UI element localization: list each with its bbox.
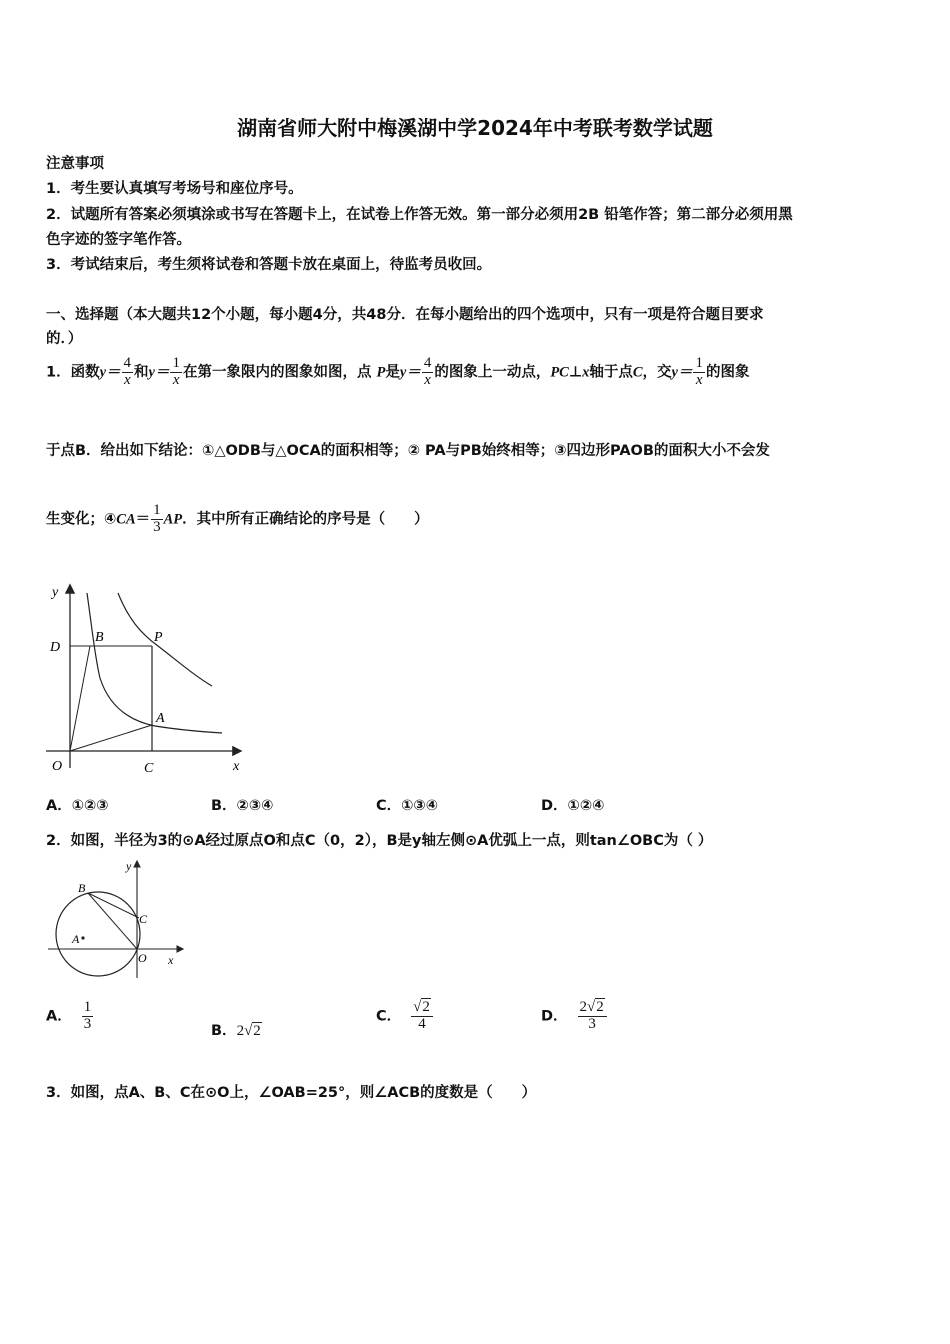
curve-4-over-x <box>118 593 212 686</box>
notice-heading: 注意事项 <box>46 156 104 172</box>
label-A: A <box>72 932 80 946</box>
curve-1-over-x <box>87 593 222 733</box>
q2-text: 2．如图，半径为3的⊙A经过原点O和点C（0，2），B是y轴左侧⊙A优弧上一点，则tan∠OBC为（ ） <box>46 833 713 849</box>
q1-line1: 1．函数y＝ $\frac{4}{x}$ 和y＝ $\frac{1}{x}$ 在第一象限内的图象如图，点 P是y＝ $\frac{4}{x}$ 的图象上一动点，PC⊥x轴于点C，交y＝ $\frac{1}{x}$ 的图象 <box>46 355 750 388</box>
label-y: y <box>52 585 59 600</box>
label-B: B <box>95 630 104 645</box>
label-y: y <box>126 859 132 873</box>
segment-OA <box>70 725 152 751</box>
label-x: x <box>168 953 174 967</box>
q1-option-c: C．①③④ <box>376 798 438 814</box>
label-O: O <box>52 759 63 774</box>
section-heading-cont: 的．） <box>46 331 83 347</box>
label-D: D <box>50 640 61 655</box>
fraction-1-over-3: $\frac{1}{3}$ <box>153 502 161 535</box>
label-O: O <box>138 951 147 965</box>
q2-option-d: D． $\frac{2√2}{3}$ <box>541 1000 608 1033</box>
label-x: x <box>233 759 240 774</box>
q1-line3: 生变化；④CA＝ $\frac{1}{3}$ AP．其中所有正确结论的序号是（ ） <box>46 502 429 535</box>
notice-item-2-cont: 色字迹的签字笔作答。 <box>46 232 191 248</box>
q2-option-c: C． $\frac{√2}{4}$ <box>376 1000 434 1033</box>
fraction-4-over-x: $\frac{4}{x}$ <box>123 355 132 388</box>
q2-circle-graph <box>44 856 189 981</box>
segment-OB <box>70 646 90 751</box>
q2-option-a: A． $\frac{1}{3}$ <box>46 999 92 1032</box>
q1-function-graph <box>40 578 255 778</box>
q1-option-a: A．①②③ <box>46 798 109 814</box>
label-P: P <box>154 630 163 645</box>
notice-item-2: 2．试题所有答案必须填涂或书写在答题卡上，在试卷上作答无效。第一部分必须用2B 铅笔作答；第二部分必须用黑 <box>46 207 793 223</box>
label-C: C <box>144 761 154 776</box>
center-dot <box>81 936 84 939</box>
q1-option-d: D．①②④ <box>541 798 605 814</box>
section-heading: 一、选择题（本大题共12个小题，每小题4分，共48分．在每小题给出的四个选项中，只有一项是符合题目要求 <box>46 307 764 323</box>
page-title: 湖南省师大附中梅溪湖中学2024年中考联考数学试题 <box>237 116 713 140</box>
notice-item-3: 3．考试结束后，考生须将试卷和答题卡放在桌面上，待监考员收回。 <box>46 257 492 273</box>
q1-line2: 于点B．给出如下结论：①△ODB与△OCA的面积相等；② PA与PB始终相等；③四边形PAOB的面积大小不会发 <box>46 443 770 459</box>
segment-BO <box>88 893 137 949</box>
q1-option-b: B．②③④ <box>211 798 274 814</box>
label-C: C <box>139 912 148 926</box>
label-A: A <box>156 711 165 726</box>
q3-text: 3．如图，点A、B、C在⊙O上，∠OAB=25°，则∠ACB的度数是（ ） <box>46 1085 537 1101</box>
segment-BC <box>88 893 139 918</box>
q2-option-b: B．2√2 <box>211 1023 261 1039</box>
fraction-1-over-x: $\frac{1}{x}$ <box>172 355 180 388</box>
notice-item-1: 1．考生要认真填写考场号和座位序号。 <box>46 181 303 197</box>
label-B: B <box>78 881 86 895</box>
